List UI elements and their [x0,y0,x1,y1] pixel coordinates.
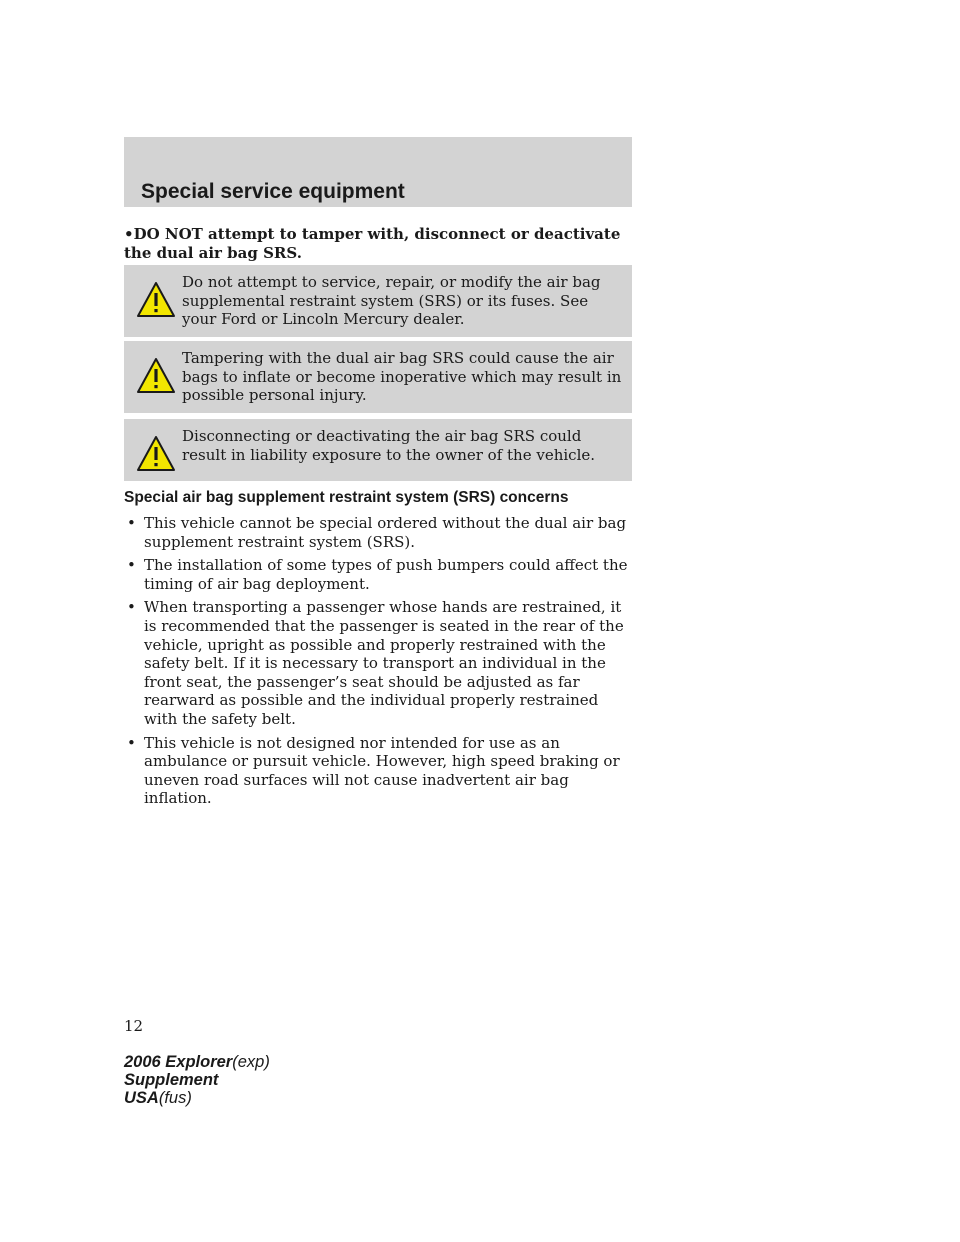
list-item-text: When transporting a passenger whose hands are restrained, it is recommended that the passenger is seated in the rear of the vehicle, upright as possible and properly restrained with the safety belt. If it is necessary to transport an individual in the front seat, the passenger’s seat should be adjusted as far rearward as possible and the individual properly restrained with the safety belt. [144,598,624,728]
footer-model-code: (exp) [232,1053,270,1071]
list-item: • The installation of some types of push bumpers could affect the timing of air bag deployment. [127,556,628,593]
warning-triangle-icon [136,281,176,319]
page-number: 12 [124,1017,144,1035]
section-heading: Special air bag supplement restraint system (SRS) concerns [124,489,569,506]
warning-triangle-icon [136,435,176,473]
warning-triangle-icon [136,357,176,395]
list-item-text: This vehicle is not designed nor intended for use as an ambulance or pursuit vehicle. However, high speed braking or uneven road surfaces will not cause inadvertent air bag inflation. [144,733,620,808]
warning-text-2: Tampering with the dual air bag SRS could cause the air bags to inflate or become inoperative which may result in possible personal injury. [182,349,622,404]
list-item: • This vehicle cannot be special ordered without the dual air bag supplement restraint system (SRS). [127,514,627,551]
warning-box-3 [124,419,632,481]
footer-market: USA [124,1089,159,1107]
intro-bullet: •DO NOT attempt to tamper with, disconnect or deactivate the dual air bag SRS. [124,225,621,262]
warning-text-1: Do not attempt to service, repair, or modify the air bag supplemental restraint system (SRS) or its fuses. See your Ford or Lincoln Mercury dealer. [182,273,601,328]
warning-text-3: Disconnecting or deactivating the air bag SRS could result in liability exposure to the owner of the vehicle. [182,427,596,464]
footer-supplement: Supplement [124,1071,219,1089]
warning-box-2 [124,341,632,413]
warning-box-1 [124,265,632,337]
footer-model: 2006 Explorer [124,1053,233,1071]
page-title: Special service equipment [141,180,405,203]
footer-market-code: (fus) [158,1089,192,1107]
list-item: • When transporting a passenger whose hands are restrained, it is recommended that the passenger is seated in the rear of the vehicle, upright as possible and properly restrained with the safety belt. If it is necessary to transport an individual in the front seat, the passenger’s seat should be adjusted as far rearward as possible and the individual properly restrained with the safety belt. [127,598,624,728]
list-item: • This vehicle is not designed nor intended for use as an ambulance or pursuit vehicle. However, high speed braking or uneven road surfaces will not cause inadvertent air bag inflation. [127,733,620,808]
list-item-text: This vehicle cannot be special ordered without the dual air bag supplement restraint system (SRS). [144,514,627,551]
list-item-text: The installation of some types of push bumpers could affect the timing of air bag deployment. [144,556,628,593]
intro-bullet-text: DO NOT attempt to tamper with, disconnect or deactivate the dual air bag SRS. [124,225,621,262]
footer-imprint [124,1053,270,1107]
concerns-list [124,514,636,813]
